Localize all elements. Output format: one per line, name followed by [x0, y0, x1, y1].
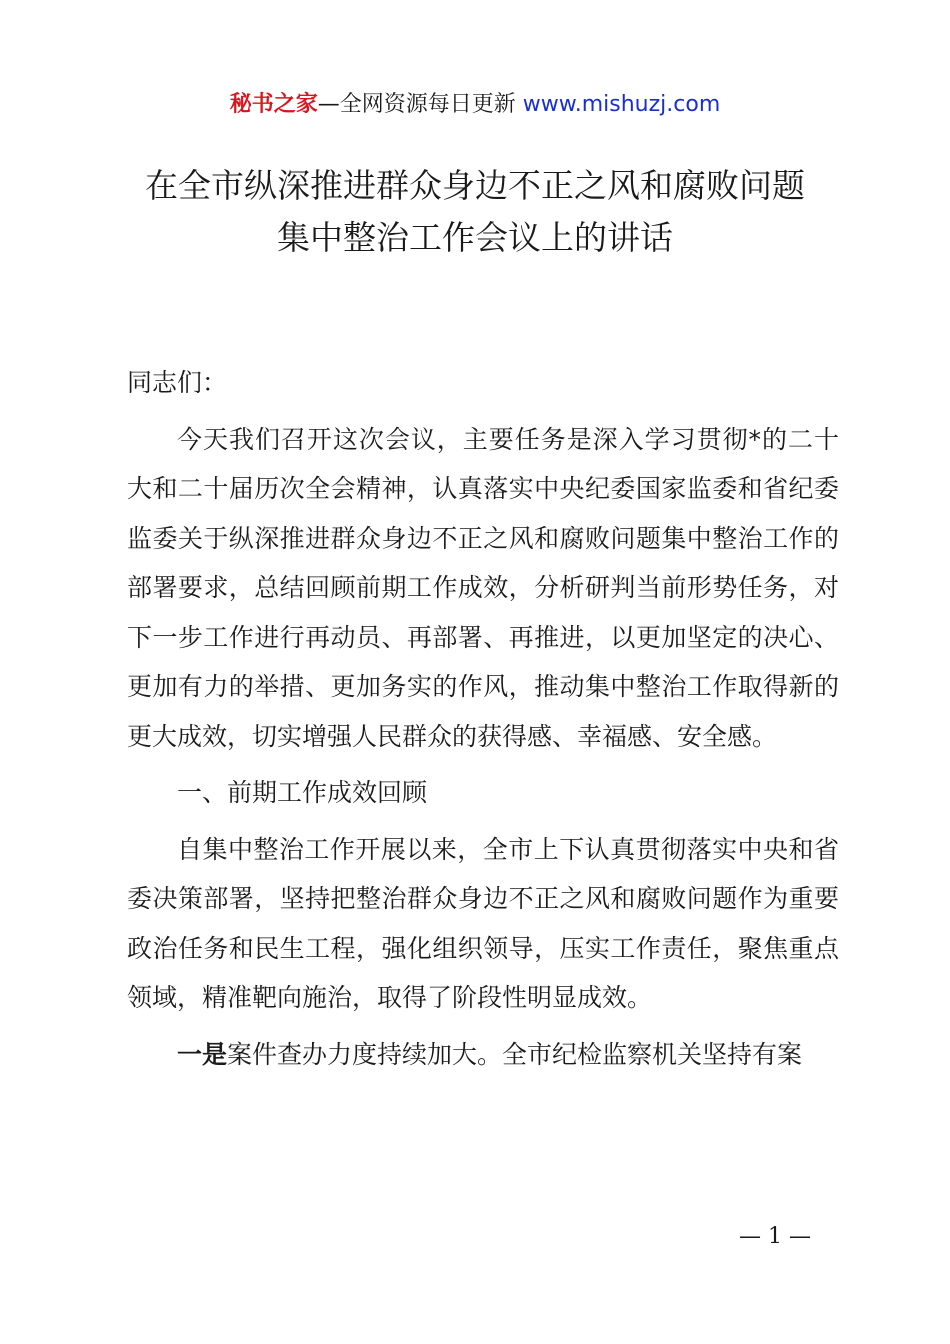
document-body	[127, 358, 839, 1079]
page-number: — 1 —	[739, 1224, 811, 1249]
site-header	[0, 88, 950, 122]
title-line-2: 集中整治工作会议上的讲话	[277, 218, 673, 257]
section-1-paragraph: 自集中整治工作开展以来，全市上下认真贯彻落实中央和省委决策部署，坚持把整治群众身边不正之风和腐败问题作为重要政治任务和民生工程，强化组织领导，压实工作责任，聚焦重点领域，精准靶向施治，取得了阶段性明显成效。	[127, 834, 839, 1012]
salutation: 同志们：	[127, 368, 228, 397]
header-tagline: —全网资源每日更新	[317, 92, 523, 117]
intro-paragraph: 今天我们召开这次会议，主要任务是深入学习贯彻*的二十大和二十届历次全会精神，认真落实中央纪委国家监委和省纪委监委关于纵深推进群众身边不正之风和腐败问题集中整治工作的部署要求，总结回顾前期工作成效，分析研判当前形势任务，对下一步工作进行再动员、再部署、再推进，以更加坚定的决心、更加有力的举措、更加务实的作风，推动集中整治工作取得新的更大成效，切实增强人民群众的获得感、幸福感、安全感。	[127, 424, 839, 751]
site-url-link[interactable]: www.mishuzj.com	[522, 92, 721, 117]
point-1-text: 案件查办力度持续加大。全市纪检监察机关坚持有案	[227, 1039, 803, 1069]
title-line-1: 在全市纵深推进群众身边不正之风和腐败问题	[145, 166, 805, 205]
document-title	[0, 160, 950, 264]
point-1-paragraph	[127, 1030, 839, 1080]
section-heading-1: 一、前期工作成效回顾	[177, 778, 428, 807]
point-1-lead: 一是	[177, 1039, 228, 1069]
brand-name: 秘书之家	[229, 92, 318, 117]
